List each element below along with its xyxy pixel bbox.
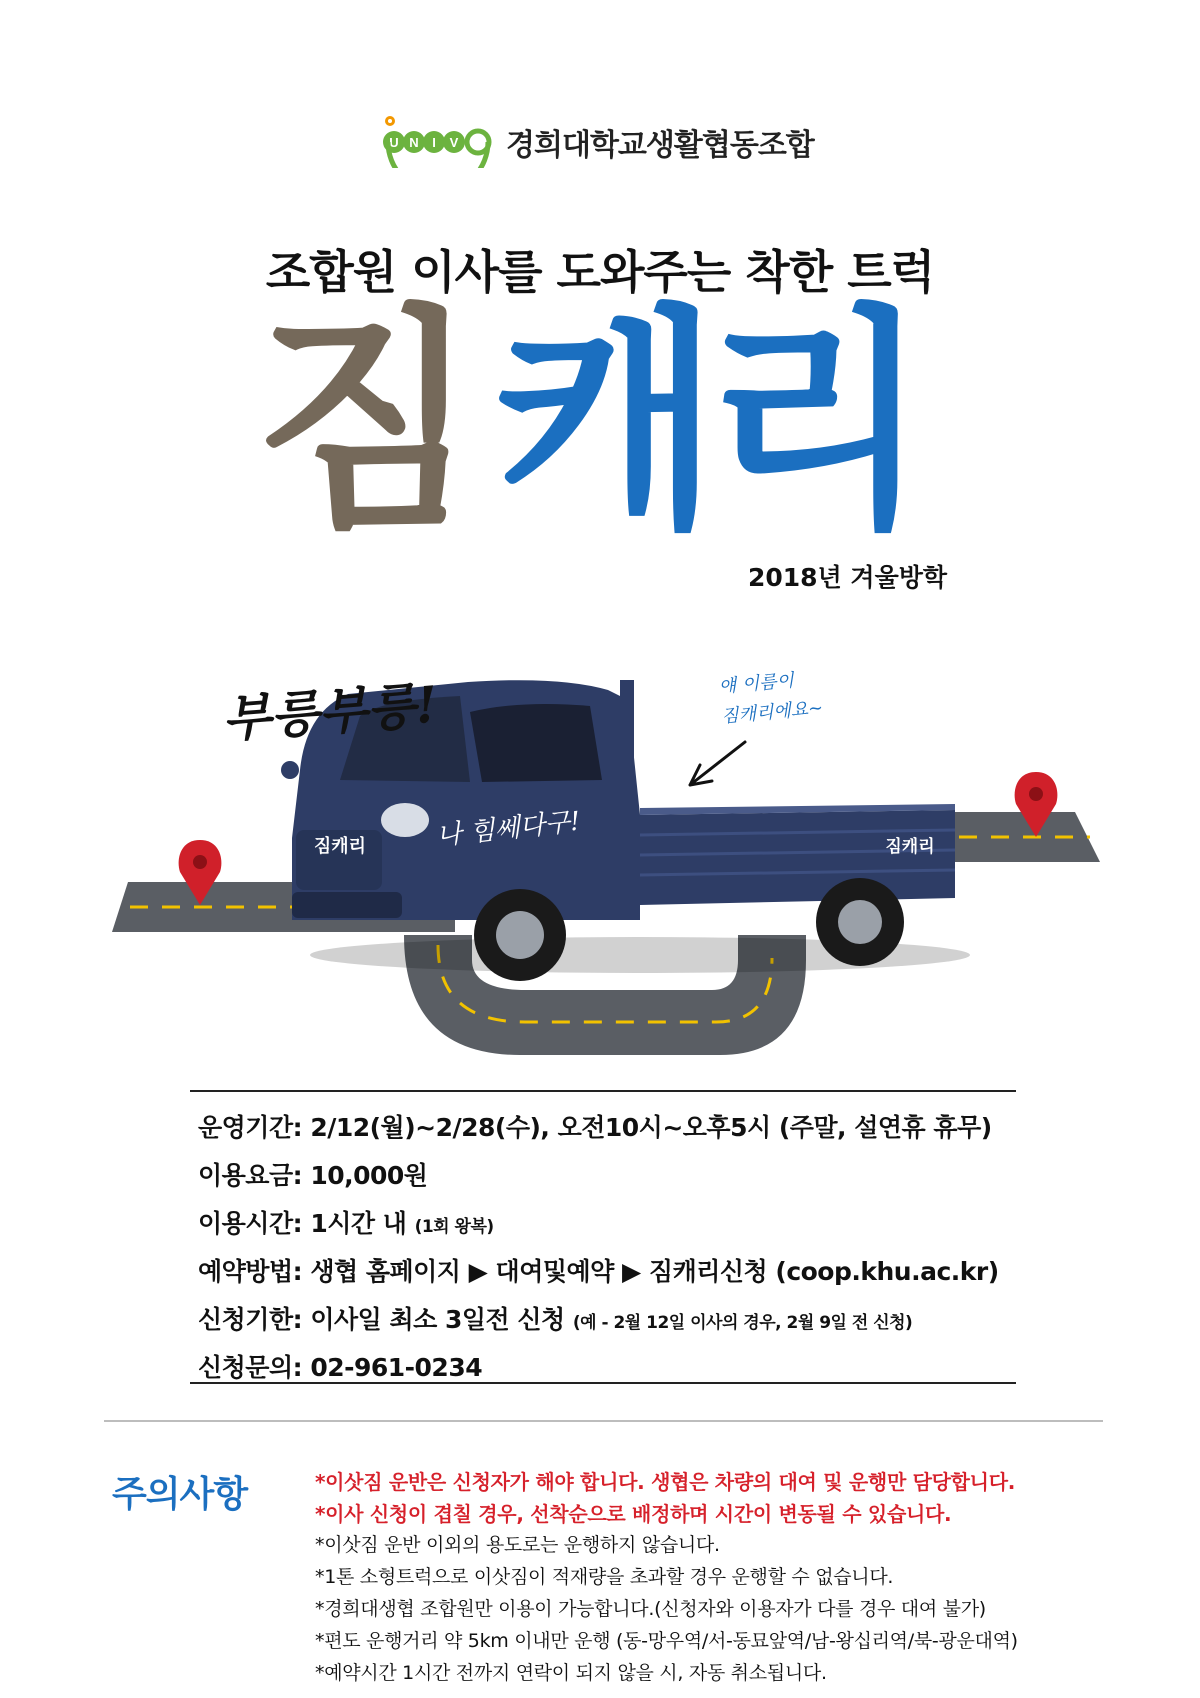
bubble-sound: 부릉부릉! [220, 674, 440, 749]
notice-title: 주의사항 [112, 1474, 248, 1515]
info-value: 02-961-0234 [302, 1353, 483, 1382]
bubble-strong: 나 힘쎄다구! [435, 806, 582, 852]
season-label: 2018년 겨울방학 [748, 563, 948, 592]
notice-item: *이삿짐 운반은 신청자가 해야 합니다. 생협은 차량의 대여 및 운행만 담당합니다. [315, 1470, 1016, 1494]
info-value: 2/12(월)~2/28(수), 오전10시~오후5시 (주말, 설연휴 휴무) [302, 1113, 992, 1142]
info-note: (예 - 2월 12일 이사의 경우, 2월 9일 전 신청) [572, 1313, 913, 1333]
notice-item: *1톤 소형트럭으로 이삿짐이 적재량을 초과할 경우 운행할 수 없습니다. [315, 1566, 894, 1588]
poster-subtitle: 조합원 이사를 도와주는 착한 트럭 [265, 245, 935, 299]
info-top-rule [190, 1090, 1016, 1092]
info-row-contact [198, 1348, 1018, 1396]
info-value: 1시간 내 [302, 1209, 415, 1238]
notice-item: *편도 운행거리 약 5km 이내만 운행 (동-망우역/서-동묘앞역/남-왕십리역/북-광운대역) [315, 1630, 1018, 1652]
info-label: 운영기간: [198, 1113, 303, 1142]
section-divider [104, 1420, 1103, 1422]
svg-text:I: I [432, 135, 436, 150]
info-note: (1회 왕복) [414, 1217, 494, 1237]
info-row-period [198, 1108, 1018, 1156]
info-list [198, 1108, 1018, 1396]
org-name: 경희대학교생활협동조합 [506, 128, 814, 163]
svg-text:N: N [409, 135, 419, 150]
coop-logo [380, 110, 835, 172]
info-row-deadline [198, 1300, 1018, 1348]
notice-list [315, 1466, 1145, 1690]
info-value: 이사일 최소 3일전 신청 [302, 1305, 573, 1334]
bubble-name-line2: 짐캐리에요~ [720, 697, 825, 728]
info-row-duration [198, 1204, 1018, 1252]
bubble-name-line1: 얘 이름이 [717, 669, 795, 698]
univ-coop-logo-icon [380, 114, 500, 168]
notice-item: *경희대생협 조합원만 이용이 가능합니다.(신청자와 이용자가 다를 경우 대여 불가) [315, 1598, 986, 1620]
info-bottom-rule [190, 1382, 1016, 1384]
truck-label-bed: 짐캐리 [885, 837, 935, 857]
svg-text:U: U [389, 135, 399, 150]
bubble-name [718, 664, 825, 733]
truck-label-cab: 짐캐리 [313, 836, 367, 857]
notice-item: *이사 신청이 겹칠 경우, 선착순으로 배정하며 시간이 변동될 수 있습니다. [315, 1502, 952, 1526]
notice-item: *예약시간 1시간 전까지 연락이 되지 않을 시, 자동 취소됩니다. [315, 1662, 827, 1684]
arrow-icon [690, 742, 745, 785]
truck-illustration [0, 630, 1200, 1070]
poster-title-jim: 짐 [252, 285, 462, 560]
info-row-booking [198, 1252, 1018, 1300]
notice-item: *이삿짐 운반 이외의 용도로는 운행하지 않습니다. [315, 1534, 720, 1556]
info-row-fee [198, 1156, 1018, 1204]
info-label: 예약방법: [198, 1257, 303, 1286]
info-label: 이용요금: [198, 1161, 303, 1190]
info-value: 10,000원 [302, 1161, 428, 1190]
info-value: 생협 홈페이지 ▶ 대여및예약 ▶ 짐캐리신청 (coop.khu.ac.kr) [302, 1257, 999, 1286]
info-label: 신청기한: [198, 1305, 303, 1334]
info-label: 신청문의: [198, 1353, 303, 1382]
poster-title-carry: 캐리 [493, 285, 913, 560]
info-label: 이용시간: [198, 1209, 303, 1238]
svg-text:V: V [449, 135, 459, 150]
